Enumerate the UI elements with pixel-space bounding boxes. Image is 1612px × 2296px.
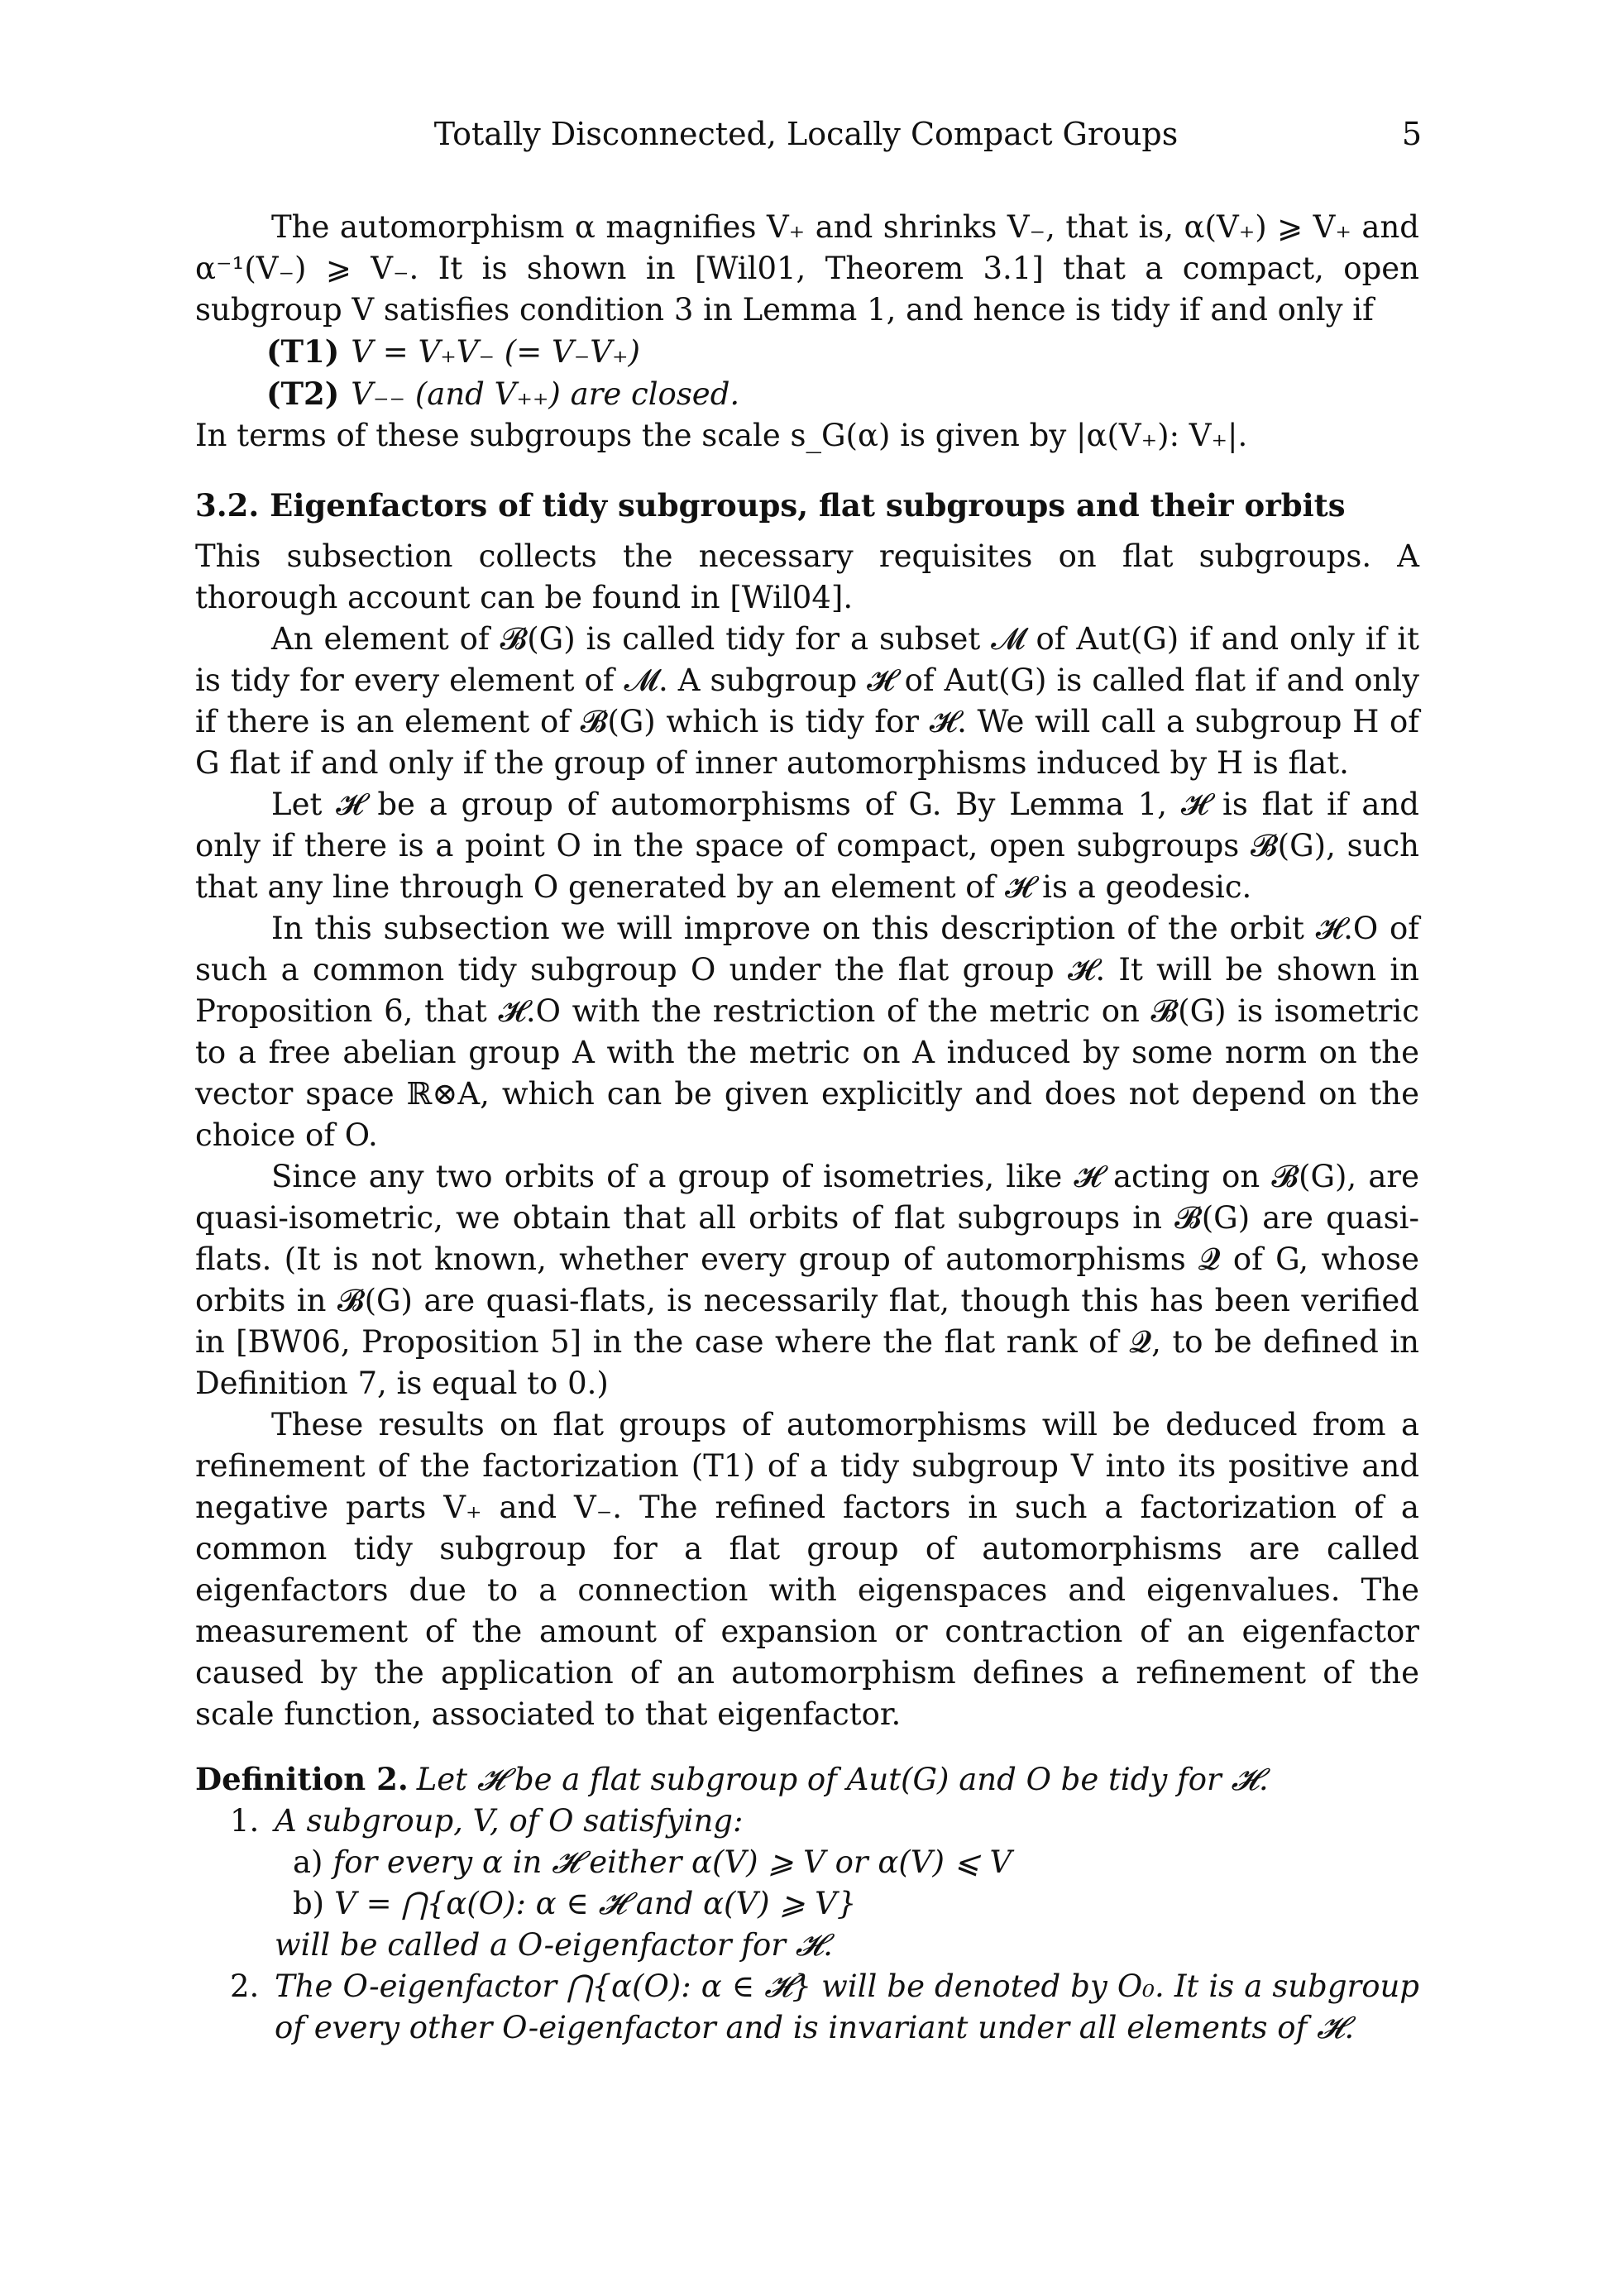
intro-paragraph: The automorphism α magnifies V₊ and shrinks V₋, that is, α(V₊) ⩾ V₊ and α⁻¹(V₋) ⩾ V₋. It is shown in [Wil01, Theorem 3.1] that a compact, open subgroup V satisfies condition 3 in Lemma 1, and hence is tidy if and only if xyxy=(195,209,1419,328)
page-body xyxy=(195,207,1419,2049)
definition-subitem xyxy=(275,1883,1419,1925)
definition-item-text: The O-eigenfactor ⋂{α(O): α ∈ 𝓗} will be denoted by O₀. It is a subgroup of every other O-eigenfactor and is invariant under all elements of 𝓗. xyxy=(275,1968,1419,2045)
subitem-text: V = ⋂{α(O): α ∈ 𝓗 and α(V) ⩾ V} xyxy=(334,1886,857,1921)
definition-item xyxy=(195,1801,1419,1966)
section-paragraph: In this subsection we will improve on this description of the orbit 𝓗.O of such a common tidy subgroup O under the flat group 𝓗. It will be shown in Proposition 6, that 𝓗.O with the restriction of the metric on 𝓑(G) is isometric to a free abelian group A with the metric on A induced by some norm on the vector space ℝ⊗A, which can be given explicitly and does not depend on the choice of O. xyxy=(195,911,1419,1153)
section-paragraph: This subsection collects the necessary requisites on flat subgroups. A thorough account can be found in [Wil04]. xyxy=(195,538,1419,615)
section-heading: 3.2. Eigenfactors of tidy subgroups, flat subgroups and their orbits xyxy=(195,487,1346,524)
definition-label: Definition 2. xyxy=(195,1761,409,1797)
subitem-text: for every α in 𝓗 either α(V) ⩾ V or α(V) ⩽ V xyxy=(332,1844,1012,1880)
definition-list xyxy=(195,1801,1419,2049)
definition-subitem xyxy=(275,1842,1419,1883)
definition-statement xyxy=(195,1758,1419,1801)
condition-t2-text: V₋₋ (and V₊₊) are closed. xyxy=(351,376,740,412)
section-paragraph: An element of 𝓑(G) is called tidy for a subset 𝓜 of Aut(G) if and only if it is tidy for every element of 𝓜. A subgroup 𝓗 of Aut(G) is called flat if and only if there is an element of 𝓑(G) which is tidy for 𝓗. We will call a subgroup H of G flat if and only if the group of inner automorphisms induced by H is flat. xyxy=(195,621,1419,781)
definition-item-text: A subgroup, V, of O satisfying: xyxy=(275,1803,744,1839)
condition-t2-label: (T2) xyxy=(266,375,340,412)
definition-item-tail: will be called a O-eigenfactor for 𝓗. xyxy=(275,1927,833,1963)
condition-t1 xyxy=(266,331,1419,373)
subitem-label: b) xyxy=(293,1886,325,1921)
condition-t1-text: V = V₊V₋ (= V₋V₊) xyxy=(351,334,640,370)
section-paragraph: Since any two orbits of a group of isometries, like 𝓗 acting on 𝓑(G), are quasi-isometric, we obtain that all orbits of flat subgroups in 𝓑(G) are quasi-flats. (It is not known, whether every group of automorphisms 𝓠 of G, whose orbits in 𝓑(G) are quasi-flats, is necessarily flat, though this has been verified in [BW06, Proposition 5] in the case where the flat rank of 𝓠, to be defined in Definition 7, is equal to 0.) xyxy=(195,1159,1419,1401)
definition-text: Let 𝓗 be a flat subgroup of Aut(G) and O be tidy for 𝓗. xyxy=(416,1762,1269,1797)
section-paragraph: These results on flat groups of automorphisms will be deduced from a refinement of the factorization (T1) of a tidy subgroup V into its positive and negative parts V₊ and V₋. The refined factors in such a factorization of a common tidy subgroup for a flat group of automorphisms are called eigenfactors due to a connection with eigenspaces and eigenvalues. The measurement of the amount of expansion or contraction of an eigenfactor caused by the application of an automorphism defines a refinement of the scale function, associated to that eigenfactor. xyxy=(195,1407,1419,1732)
definition-item-number: 1. xyxy=(230,1803,260,1839)
section-paragraph: Let 𝓗 be a group of automorphisms of G. By Lemma 1, 𝓗 is flat if and only if there is a point O in the space of compact, open subgroups 𝓑(G), such that any line through O generated by an element of 𝓗 is a geodesic. xyxy=(195,787,1419,905)
definition-item xyxy=(195,1966,1419,2049)
condition-t1-label: (T1) xyxy=(266,333,340,370)
scale-paragraph: In terms of these subgroups the scale s_G(α) is given by |α(V₊): V₊|. xyxy=(195,418,1248,453)
subitem-label: a) xyxy=(293,1844,323,1880)
condition-t2 xyxy=(266,373,1419,415)
definition-item-number: 2. xyxy=(230,1968,260,2004)
running-title: Totally Disconnected, Locally Compact Groups xyxy=(433,116,1179,152)
page-number: 5 xyxy=(1401,116,1422,152)
